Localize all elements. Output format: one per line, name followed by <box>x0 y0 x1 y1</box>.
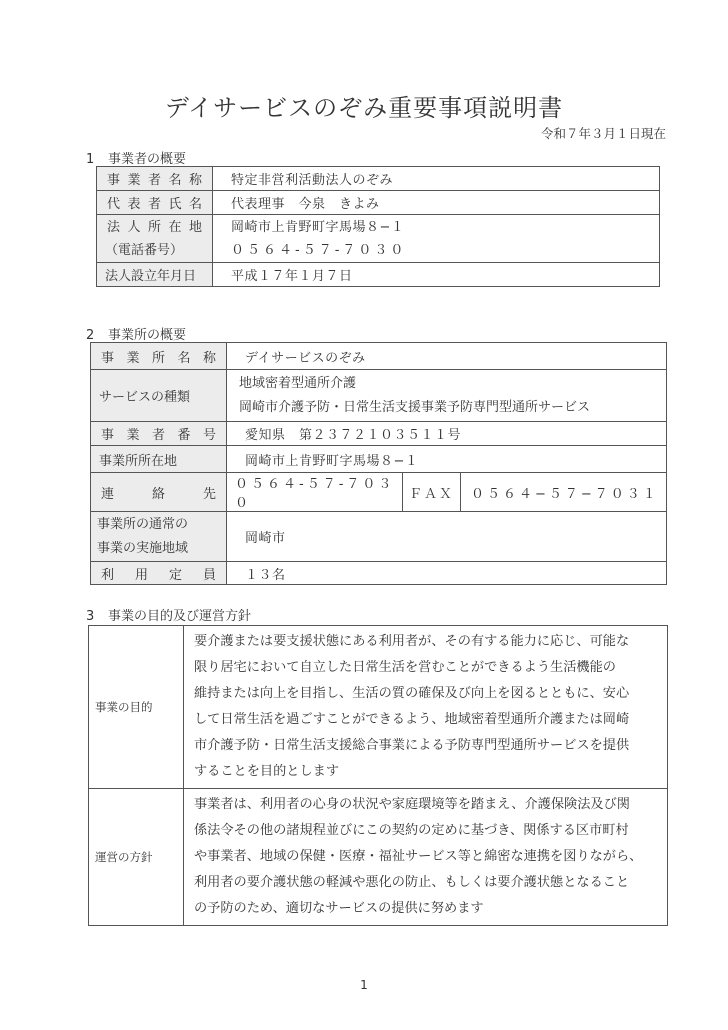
section3-number: 3 <box>86 609 95 624</box>
service-type-line2: 岡崎市介護予防・日常生活支援事業予防専門型通所サービス <box>239 399 591 415</box>
address-value-cell <box>213 215 660 263</box>
contact-phone-value: ０５６４-５７-７０３０ <box>227 473 403 512</box>
policy-line: 事業者は、利用者の心身の状況や家庭環境等を踏まえ、介護保険法及び関 <box>194 797 630 812</box>
section1-number: 1 <box>86 152 95 167</box>
corporation-table <box>96 166 660 287</box>
section2-title: 事業所の概要 <box>108 328 187 343</box>
table-row <box>97 191 660 215</box>
service-type-value-cell <box>227 370 667 422</box>
address-label: 法人所在地 <box>107 219 202 235</box>
business-number-label: 事業者番号 <box>91 422 227 446</box>
section2-number: 2 <box>86 328 95 343</box>
contact-label: 連絡先 <box>91 473 227 512</box>
business-number-value: 愛知県 第２３７２１０３５１１号 <box>227 422 667 446</box>
service-type-line1: 地域密着型通所介護 <box>239 375 357 391</box>
established-label: 法人設立年月日 <box>97 263 213 287</box>
purpose-label: 事業の目的 <box>89 626 184 789</box>
section3-heading <box>86 605 251 624</box>
address-value: 岡崎市上肯野町字馬場８−１ <box>231 219 405 235</box>
service-area-label-2: 事業の実施地域 <box>97 540 189 556</box>
service-area-label-cell <box>91 512 227 562</box>
fax-value: ０５６４−５７−７０３１ <box>461 473 667 512</box>
policy-line: や事業者、地域の保健・医療・福祉サービス等と綿密な連携を図りながら、 <box>194 849 643 864</box>
service-type-label: サービスの種類 <box>91 370 227 422</box>
purpose-line: 市介護予防・日常生活支援総合事業による予防専門型通所サービスを提供 <box>194 738 630 753</box>
purpose-text <box>184 626 668 789</box>
office-name-label: 事業所名称 <box>91 343 227 370</box>
corp-name-label: 事業者名称 <box>97 167 213 191</box>
purpose-line: 限り居宅において自立した日常生活を営むことができるよう生活機能の <box>194 660 616 675</box>
table-row <box>91 562 667 585</box>
purpose-line: 維持または向上を目指し、生活の質の確保及び向上を図るとともに、安心 <box>194 686 630 701</box>
document-title: デイサービスのぞみ重要事項説明書 <box>164 94 564 122</box>
section2-heading <box>86 324 186 343</box>
office-table <box>90 342 667 585</box>
table-row <box>91 446 667 473</box>
document-date: 令和７年３月１日現在 <box>540 126 666 141</box>
purpose-line: 要介護または要支援状態にある利用者が、その有する能力に応じ、可能な <box>194 634 630 649</box>
purpose-line: して日常生活を過ごすことができるよう、地域密着型通所介護または岡崎 <box>194 712 630 727</box>
policy-line: の予防のため、適切なサービスの提供に努めます <box>194 901 484 916</box>
table-row <box>91 370 667 422</box>
service-area-value: 岡崎市 <box>227 512 667 562</box>
purpose-policy-table <box>88 625 668 926</box>
table-row <box>97 263 660 287</box>
representative-value: 代表理事 今泉 きよみ <box>213 191 660 215</box>
table-row <box>89 626 668 789</box>
phone-label: （電話番号） <box>105 242 184 258</box>
table-row <box>91 473 667 512</box>
policy-label: 運営の方針 <box>89 789 184 926</box>
capacity-value: １３名 <box>227 562 667 585</box>
policy-text <box>184 789 668 926</box>
table-row <box>91 343 667 370</box>
office-location-value: 岡崎市上肯野町字馬場８−１ <box>227 446 667 473</box>
fax-label: ＦＡＸ <box>403 473 461 512</box>
page-number: 1 <box>360 978 368 992</box>
purpose-line: することを目的とします <box>194 764 340 779</box>
corp-name-value: 特定非営利活動法人のぞみ <box>213 167 660 191</box>
phone-value: ０５６４-５７-７０３０ <box>231 242 407 258</box>
policy-line: 利用者の要介護状態の軽減や悪化の防止、もしくは要介護状態となること <box>194 875 630 890</box>
section3-title: 事業の目的及び運営方針 <box>108 609 252 624</box>
policy-line: 係法令その他の諸規程並びにこの契約の定めに基づき、関係する区市町村 <box>194 823 629 838</box>
capacity-label: 利用定員 <box>91 562 227 585</box>
table-row <box>91 422 667 446</box>
office-location-label: 事業所所在地 <box>91 446 227 473</box>
section1-heading <box>86 148 186 167</box>
table-row <box>91 512 667 562</box>
table-row <box>89 789 668 926</box>
established-value: 平成１７年１月７日 <box>213 263 660 287</box>
address-label-cell <box>97 215 213 263</box>
office-name-value: デイサービスのぞみ <box>227 343 667 370</box>
service-area-label-1: 事業所の通常の <box>97 516 189 532</box>
table-row <box>97 167 660 191</box>
section1-title: 事業者の概要 <box>108 152 187 167</box>
table-row <box>97 215 660 263</box>
representative-label: 代表者氏名 <box>97 191 213 215</box>
